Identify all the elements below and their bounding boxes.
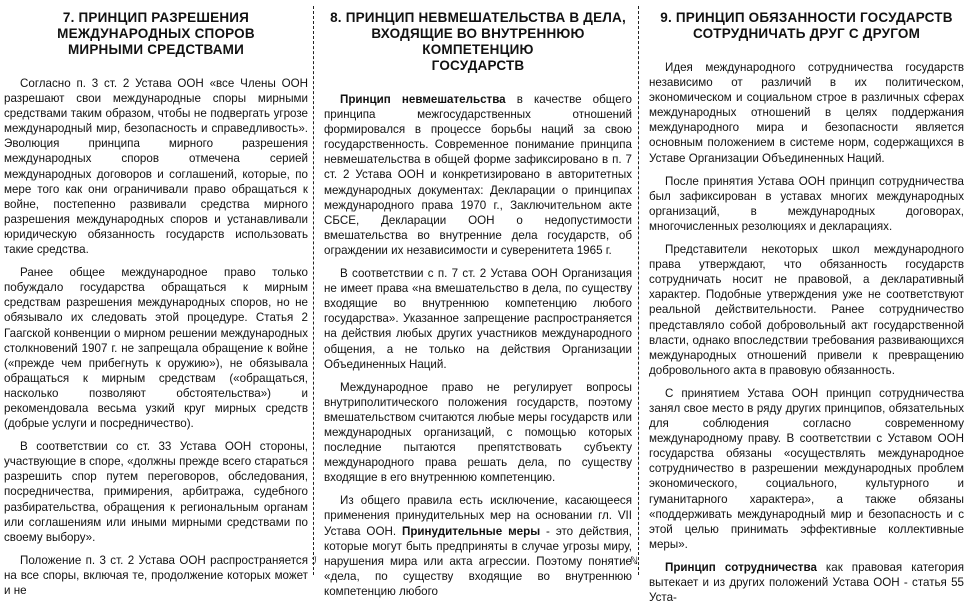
paragraph-text: как правовая категория вытекает и из других положений Устава ООН - статья 55 Уста- [649,560,964,605]
paragraph [324,493,632,599]
bold-term: Принцип сотрудничества [665,560,817,574]
section-title-9-line-2: СОТРУДНИЧАТЬ ДРУГ С ДРУГОМ [692,26,921,41]
bold-term: Принцип невмешательства [340,93,506,106]
paragraph [649,560,964,605]
section-title-8 [324,10,632,74]
column-divider [638,6,639,575]
column-principle-7 [0,0,312,597]
paragraph-text: - это действия, которые могут быть предприняты в случае угрозы миру, нарушения мира или акта агрессии. Поэтому понятие «дела, по существу входящие во внутреннюю компетенцию любого [324,524,633,598]
section-title-7 [4,10,308,58]
section-title-8-line-3: ГОСУДАРСТВ [431,58,525,73]
paragraph: Представители некоторых школ международного права утверждают, что обязанность государств сотрудничать носит не правовой, а декларативный характер. Подобные утверждения уже не соответствуют реальной действительности. Ранее сотрудничество представляло собой добровольный акт государственной власти, однако впоследствии требования развивающихся международных отношений привели к превращению добровольного акта в правовую обязанность. [649,243,964,377]
section-title-8-line-2: ВХОДЯЩИЕ ВО ВНУТРЕННЮЮ КОМПЕТЕНЦИЮ [371,26,585,57]
paragraph [324,92,632,258]
paragraph: Положение п. 3 ст. 2 Устава ООН распространяется на все споры, включая те, продолжение которых может и не [4,553,308,597]
paragraph: Ранее общее международное право только побуждало государства обращаться к мирным средствам разрешения международных споров, но не обязывало их следовать этой процедуре. Статья 2 Гаагской конвенции о мирном решении международных столкновений 1907 г. не запрещала обращение к войне («прежде чем прибегнуть к оружию»), не обязывала обращаться к мирным средствам («обращаться, насколько позволяют обстоятельства») и рекомендовала весьма узкий круг мирных средств (добрые услуги и посредничество). [4,266,308,431]
paragraph: Идея международного сотрудничества государств независимо от различий в их политическом, экономическом и социальном строе в различных сферах международных отношений в целях поддержания международного мира и безопасности является основным положением в системе норм, содержащихся в Уставе Организации Объединенных Наций. [649,61,964,165]
cut-marker-left: ℐ [312,556,317,567]
paragraph: Согласно п. 3 ст. 2 Устава ООН «все Члены ООН разрешают свои международные споры мирными средствами таким образом, чтобы не подвергать угрозе международный мир, безопасность и справедливость». Эволюция принципа мирного разрешения международных споров отмечена серией международных договоров и соглашений, которые, по мере того как они ограничивали право обращаться к войне, постепенно развивали средства мирного разрешения международных споров и устанавливали юридическую обязанность государств использовать такие средства. [4,77,308,257]
paragraph: С принятием Устава ООН принцип сотрудничества занял свое место в ряду других принципов, обязательных для соблюдения согласно современному международному праву. В соответствии с Уставом ООН государства обязаны «осуществлять международное сотрудничество в разрешении международных проблем экономического, социального, культурного и гуманитарного характера», а также обязаны «поддерживать международный мир и безопасность и с этой целью принимать эффективные коллективные меры». [649,386,964,551]
section-title-9-line-1: 9. ПРИНЦИП ОБЯЗАННОСТИ ГОСУДАРСТВ [660,10,953,25]
paragraph-text: в качестве общего принципа межгосударственных отношений формировался в процессе борьбы наций за свою государственность. Современное понимание принципа невмешательства в общей форме зафиксировано в п. 7 ст. 2 Устава ООН и конкретизировано в авторитетных международных документах: Декларации о принципах международного права 1970 г., Заключительном акте СБСЕ, Декларации ООН о недопустимости вмешательства во внутренние дела государств, об ограждении их независимости и суверенитета 1965 г. [324,93,633,257]
section-title-7-line-2: МЕЖДУНАРОДНЫХ СПОРОВ [57,26,255,41]
paragraph: Международное право не регулирует вопросы внутриполитического положения государств, поэтому вмешательством считаются любые меры государств или международных организаций, с помощью которых последние пытаются препятствовать субъекту международного права решать дела, по существу входящие в его внутреннюю компетенцию. [324,380,632,485]
column-principle-9 [643,0,968,605]
cut-marker-right: ℕ [630,556,639,567]
paragraph: В соответствии со ст. 33 Устава ООН стороны, участвующие в споре, «должны прежде всего стараться разрешить спор путем переговоров, обследования, посредничества, примирения, арбитража, судебного разбирательства, обращения к региональным органам или соглашениям или иными мирными средствами по своему выбору». [4,440,308,544]
paragraph: В соответствии с п. 7 ст. 2 Устава ООН Организация не имеет права «на вмешательство в дела, по существу входящие во внутреннюю компетенцию любого государства». Указанное запрещение распространяется на действия любых других участников международного общения, а не только на действия Организации Объединенных Наций. [324,267,632,371]
section-title-9 [649,10,964,42]
paragraph-text: Из общего правила есть исключение, касающееся применения принудительных мер на основании гл. VII Устава ООН. [324,494,632,538]
bold-term: Принудительные меры [402,524,541,538]
paragraph: После принятия Устава ООН принцип сотрудничества был зафиксирован в уставах многих международных организаций, в международных договорах, многочисленных резолюциях и декларациях. [649,174,964,233]
section-title-7-line-1: 7. ПРИНЦИП РАЗРЕШЕНИЯ [62,10,250,25]
column-principle-8 [318,0,639,598]
section-title-8-line-1: 8. ПРИНЦИП НЕВМЕШАТЕЛЬСТВА В ДЕЛА, [330,10,626,25]
column-divider [313,6,314,575]
section-title-7-line-3: МИРНЫМИ СРЕДСТВАМИ [67,42,245,57]
